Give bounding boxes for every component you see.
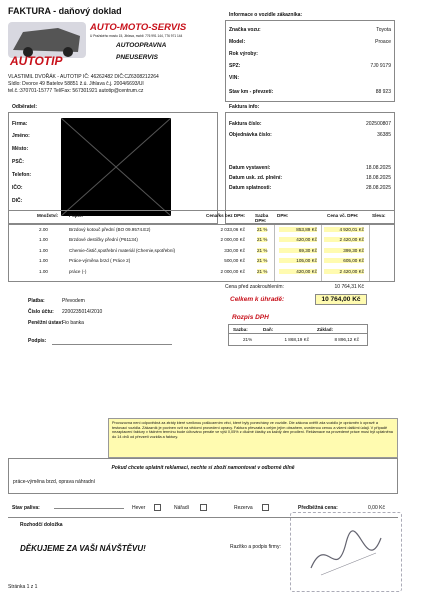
car-logo-graphic (8, 22, 86, 58)
row-rate: 21 % (257, 237, 268, 242)
complaint-box (8, 458, 398, 494)
invoice-date-value: 18.08.2025 (365, 165, 391, 171)
col-header: Cena vč. DPH: (327, 213, 359, 218)
before-round-label: Cena před zaokrouhlením: (225, 284, 284, 290)
vehicle-label: Model: (229, 39, 246, 45)
row-vat: 420,00 Kč (279, 269, 317, 274)
invoice-label: Objednávka číslo: (229, 132, 272, 138)
prepay-label: Předběžná cena: (298, 505, 338, 511)
table-row (9, 258, 394, 268)
row-vat: 420,00 Kč (279, 237, 317, 242)
naradi-checkbox[interactable] (200, 504, 207, 511)
row-desc: práce (-) (69, 269, 87, 274)
complaint-text: Pokud chcete uplatnit reklamaci, nechte si zboží namontovat v odborné dílně (111, 465, 295, 471)
vehicle-value: 7J0 9179 (370, 63, 391, 69)
vat-rate: 21% (243, 337, 253, 342)
vehicle-label: Rok výroby: (229, 51, 258, 57)
customer-heading: Odběratel: (12, 104, 38, 110)
invoice-date-label: Datum usk. zd. plnění: (229, 175, 283, 181)
vehicle-label: VIN: (229, 75, 239, 81)
col-header: DPH: (277, 213, 289, 218)
customer-label: IČO: (12, 185, 23, 191)
company-line2: Sídlo: Dvorce 49 Batelov 58851 ž.ú. Jihlava č.j. 2004/6693/Ul (8, 81, 144, 87)
company-stamp (290, 512, 402, 592)
row-total: 2 420,00 Kč (324, 269, 364, 274)
total-value: 10 764,00 Kč (315, 294, 367, 305)
hever-checkbox[interactable] (154, 504, 161, 511)
row-qty: 2.00 (39, 227, 48, 232)
invoice-heading: Faktura info: (229, 104, 260, 110)
signature-line (52, 344, 172, 345)
vehicle-box (225, 20, 395, 102)
signature-label: Podpis: (28, 338, 47, 344)
row-total: 399,30 Kč (324, 248, 364, 253)
work-description: práce-výměna brzd, oprava náhradní (13, 479, 95, 485)
table-row (9, 269, 394, 279)
car-icon (8, 22, 86, 58)
invoice-value: 36385 (377, 132, 391, 138)
customer-label: DIČ: (12, 198, 23, 204)
payment-label: Číslo účtu: (28, 309, 54, 315)
row-unit: 500,00 Kč (224, 258, 245, 263)
row-rate: 21 % (257, 258, 268, 263)
row-qty: 1.00 (39, 258, 48, 263)
payment-label: Platba: (28, 298, 45, 304)
row-desc: Brzdové destičky přední (P61134) (69, 237, 138, 242)
vat-tax: 1 868,19 Kč (284, 337, 309, 342)
vehicle-label: Stav km - převzetí: (229, 89, 274, 95)
table-row (9, 227, 394, 237)
vat-base: 8 896,12 Kč (334, 337, 359, 342)
signature-scribble-icon (291, 513, 403, 593)
thanks-text: DĚKUJEME ZA VAŠI NÁVŠTĚVU! (20, 544, 146, 553)
redacted-block (61, 118, 171, 216)
vehicle-label: Značka vozu: (229, 27, 261, 33)
payment-label: Peněžní ústav: (28, 320, 64, 326)
row-qty: 1.00 (39, 248, 48, 253)
total-label: Celkem k úhradě: (230, 296, 285, 303)
company-line1: VLASTIMIL DVOŘÁK - AUTOTIP IČ: 46262482 DIČ:CZ6308212264 (8, 74, 159, 80)
customer-label: Firma: (12, 121, 28, 127)
customer-label: PSČ: (12, 159, 24, 165)
vat-heading: Rozpis DPH (232, 314, 269, 321)
row-rate: 21 % (257, 269, 268, 274)
invoice-date-value: 28.08.2025 (365, 185, 391, 191)
customer-label: Jméno: (12, 133, 30, 139)
col-header: Sazba DPH: (255, 213, 269, 223)
vehicle-value: Toyota (376, 27, 391, 33)
col-header: Popis: (69, 213, 84, 218)
vehicle-value: 88 923 (375, 89, 391, 95)
logo-repair: AUTOOPRAVNA (116, 42, 167, 49)
items-table (8, 210, 395, 282)
vat-col-header: Sazba: (233, 327, 248, 332)
page-number: Stránka 1 z 1 (8, 584, 38, 590)
before-round-value: 10 764,31 Kč (334, 284, 364, 290)
rezerva-checkbox[interactable] (262, 504, 269, 511)
invoice-box (225, 112, 395, 224)
row-unit: 2 000,00 Kč (220, 269, 245, 274)
invoice-date-label: Datum splatnosti: (229, 185, 272, 191)
row-total: 2 420,00 Kč (324, 237, 364, 242)
row-desc: Brzdový kotouč přední (BO 09.9574.E2) (69, 227, 151, 232)
table-row (9, 248, 394, 258)
vat-col-header: Základ: (317, 327, 334, 332)
logo-address: U Pražského mostu 15, Jihlava, mobil: 776 991 144, 776 971 144 (90, 34, 183, 38)
row-total: 4 920,01 Kč (324, 227, 364, 232)
invoice-label: Faktura číslo: (229, 121, 262, 127)
logo-tyres: PNEUSERVIS (116, 54, 158, 61)
logo-main-text: AUTO-MOTO-SERVIS (90, 22, 187, 33)
row-total: 605,00 Kč (324, 258, 364, 263)
fuel-opt: Hever (132, 505, 146, 511)
row-desc: Chemie-čistič,spotřební materiál (Chemie,spotřební) (69, 248, 176, 253)
vehicle-heading: Informace o vozidle zákazníka: (229, 12, 303, 18)
col-header: Sleva: (372, 213, 386, 218)
customer-label: Město: (12, 146, 29, 152)
customer-label: Telefon: (12, 172, 32, 178)
fuel-opt: Rezerva (234, 505, 253, 511)
row-unit: 2 033,06 Kč (220, 227, 245, 232)
invoice-date-value: 18.08.2025 (365, 175, 391, 181)
vat-table (228, 324, 368, 346)
row-vat: 105,00 Kč (279, 258, 317, 263)
fuel-label: Stav paliva: (12, 505, 40, 511)
invoice-date-label: Datum vystavení: (229, 165, 271, 171)
page-title: FAKTURA - daňový doklad (8, 6, 122, 16)
company-line3: tel.č.:370701-15777 Tel/Fax: 567301921 autotip@centrum.cz (8, 88, 144, 94)
invoice-value: 202500807 (365, 121, 391, 127)
vehicle-label: SPZ: (229, 63, 241, 69)
vat-col-header: Daň: (263, 327, 274, 332)
company-logo (8, 20, 223, 72)
payment-value: Převodem (62, 298, 85, 304)
row-vat: 853,89 Kč (279, 227, 317, 232)
payment-value: Fio banka (62, 320, 84, 326)
row-unit: 2 000,00 Kč (220, 237, 245, 242)
arbitration-clause: Rozhodčí doložka (20, 522, 63, 528)
row-rate: 21 % (257, 248, 268, 253)
customer-box (8, 112, 218, 224)
notice-box: Provozovna není odpovědná za ztráty které vzniknou poškozením věcí, které byly ponechány ve vozidle. Dle zákona ověřit zda vozidlo je oprávněn k opravě a testovací vozidla. Zákazník je povinen vzít na vědomí provedení opravy. Faktura převzatá s celým jejím obsahem, uvedenou cenou a všemi dalšími údaji. V případě nezaplacení faktury v řádném termínu bude účtováno penále ve výši 0,05% z dlužné částky za každý den prodlení. Reklamace na provedené práce musí být uplatněna do 14 dnů od převzetí vozidla a faktury. (108, 418, 398, 458)
table-row (9, 237, 394, 247)
stamp-label: Razítko a podpis firmy: (230, 544, 281, 550)
row-qty: 1.00 (39, 269, 48, 274)
row-unit: 330,00 Kč (224, 248, 245, 253)
prepay-value: 0,00 Kč (368, 505, 385, 511)
vat-header-row (229, 325, 367, 334)
col-header: Množství: (37, 213, 59, 218)
fuel-opt: Nářadí (174, 505, 190, 511)
payment-value: 2200235014/2010 (62, 309, 103, 315)
row-rate: 21 % (257, 227, 268, 232)
row-desc: Práce-výměna brzd ( Práce 2) (69, 258, 131, 263)
logo-brand: AUTOTIP (10, 54, 63, 68)
redaction-cross-icon (61, 118, 171, 216)
fuel-line (54, 508, 124, 509)
row-vat: 69,30 Kč (279, 248, 317, 253)
row-qty: 1.00 (39, 237, 48, 242)
col-header: Cena/ks bez DPH: (206, 213, 246, 218)
vehicle-value: Proace (375, 39, 391, 45)
